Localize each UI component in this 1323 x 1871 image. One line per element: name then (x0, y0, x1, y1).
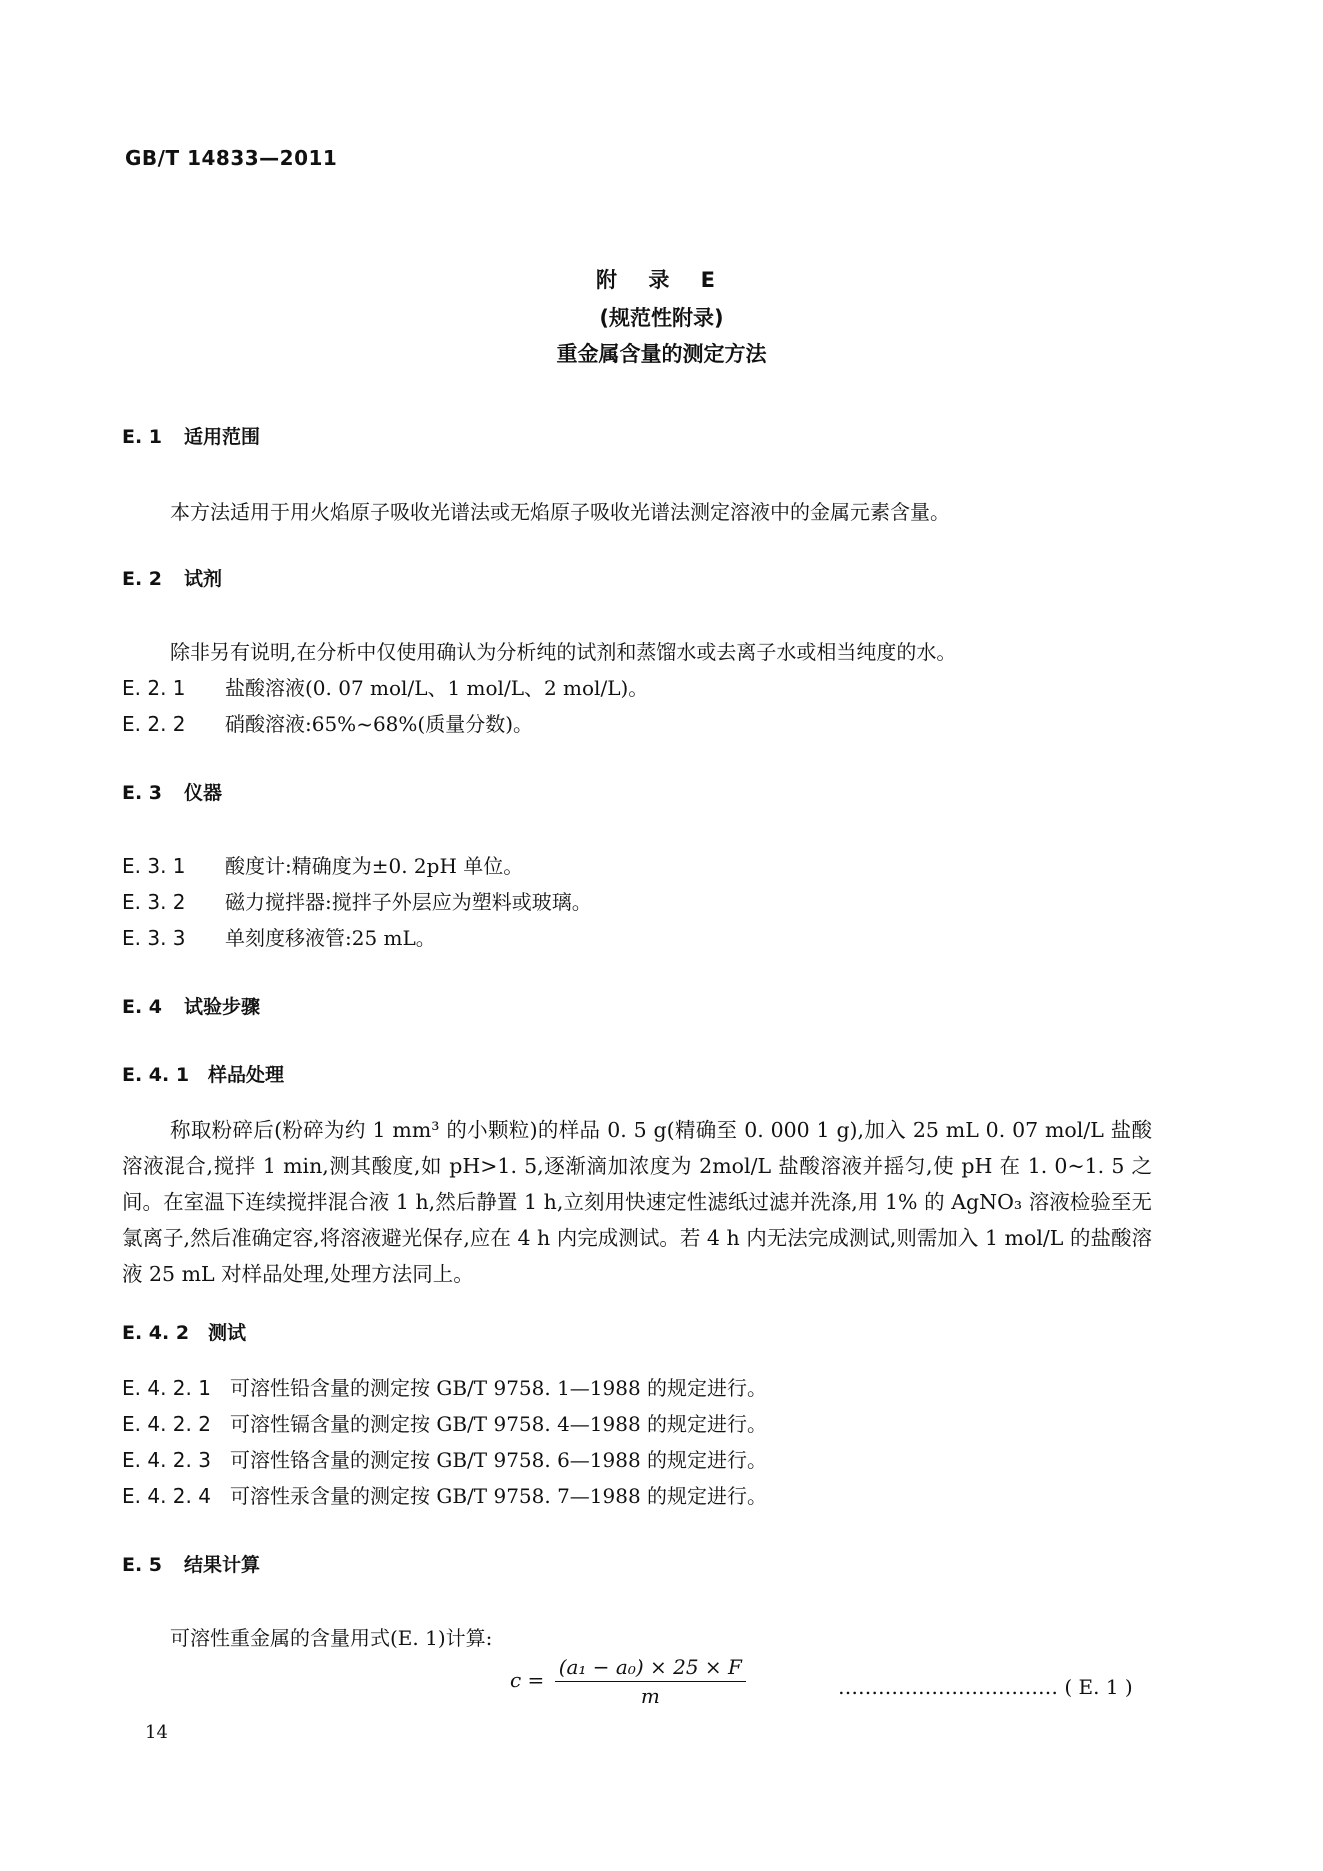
item-e4-2-4 (122, 1480, 767, 1509)
section-heading-e5 (122, 1550, 260, 1577)
item-text: 可溶性铅含量的测定按 GB/T 9758. 1—1988 的规定进行。 (230, 1376, 768, 1400)
item-number: E. 4. 2. 4 (122, 1484, 211, 1508)
section-title: 结果计算 (184, 1554, 261, 1576)
formula-lhs: c = (510, 1668, 545, 1692)
section-number: E. 3 (122, 782, 163, 804)
item-number: E. 3. 1 (122, 854, 186, 878)
item-text: 单刻度移液管:25 mL。 (225, 926, 436, 950)
item-text: 酸度计:精确度为±0. 2pH 单位。 (225, 854, 524, 878)
annex-title: 附 录 E (596, 268, 727, 292)
e4-1-paragraph: 称取粉碎后(粉碎为约 1 mm³ 的小颗粒)的样品 0. 5 g(精确至 0. 000 1 g),加入 25 mL 0. 07 mol/L 盐酸溶液混合,搅拌 1 min,测其酸度,如 pH>1. 5,逐渐滴加浓度为 2mol/L 盐酸溶液并摇匀,使 pH 在 1. 0~1. 5 之间。在室温下连续搅拌混合液 1 h,然后静置 1 h,立刻用快速定性滤纸过滤并洗涤,用 1% 的 AgNO₃ 溶液检验至无氯离子,然后准确定容,将溶液避光保存,应在 4 h 内完成测试。若 4 h 内无法完成测试,则需加入 1 mol/L 的盐酸溶液 25 mL 对样品处理,处理方法同上。 (122, 1118, 1152, 1286)
item-text: 可溶性汞含量的测定按 GB/T 9758. 7—1988 的规定进行。 (230, 1484, 768, 1508)
formula-fraction (555, 1655, 746, 1708)
section-title: 样品处理 (208, 1064, 285, 1086)
formula-e1 (510, 1655, 746, 1708)
section-title: 试剂 (184, 568, 223, 590)
annex-name: 重金属含量的测定方法 (556, 342, 767, 366)
page-number: 14 (145, 1722, 168, 1743)
item-e3-3 (122, 922, 436, 951)
e2-text: 除非另有说明,在分析中仅使用确认为分析纯的试剂和蒸馏水或去离子水或相当纯度的水。 (170, 640, 957, 664)
item-number: E. 4. 2. 1 (122, 1376, 211, 1400)
item-e2-2 (122, 708, 533, 737)
section-number: E. 1 (122, 426, 163, 448)
item-text: 可溶性镉含量的测定按 GB/T 9758. 4—1988 的规定进行。 (230, 1412, 768, 1436)
section-heading-e1 (122, 422, 260, 449)
section-heading-e3 (122, 778, 222, 805)
item-e4-2-2 (122, 1408, 767, 1437)
item-e3-2 (122, 886, 592, 915)
section-title: 试验步骤 (184, 996, 261, 1018)
subsection-heading-e4-1 (122, 1060, 284, 1087)
section-number: E. 4 (122, 996, 163, 1018)
item-number: E. 3. 2 (122, 890, 186, 914)
item-text: 盐酸溶液(0. 07 mol/L、1 mol/L、2 mol/L)。 (225, 676, 649, 700)
section-heading-e4 (122, 992, 260, 1019)
section-number: E. 2 (122, 568, 163, 590)
item-number: E. 3. 3 (122, 926, 186, 950)
item-number: E. 2. 1 (122, 676, 186, 700)
item-text: 可溶性铬含量的测定按 GB/T 9758. 6—1988 的规定进行。 (230, 1448, 768, 1472)
item-e2-1 (122, 672, 648, 701)
section-heading-e2 (122, 564, 222, 591)
equation-number: …………………………… ( E. 1 ) (838, 1675, 1133, 1699)
section-title: 测试 (208, 1322, 247, 1344)
section-number: E. 4. 1 (122, 1064, 190, 1086)
e1-text: 本方法适用于用火焰原子吸收光谱法或无焰原子吸收光谱法测定溶液中的金属元素含量。 (170, 500, 950, 524)
section-title: 适用范围 (184, 426, 261, 448)
subsection-heading-e4-2 (122, 1318, 246, 1345)
formula-numerator: (a₁ − a₀) × 25 × F (555, 1655, 746, 1682)
item-e3-1 (122, 850, 523, 879)
section-title: 仪器 (184, 782, 223, 804)
section-number: E. 5 (122, 1554, 163, 1576)
item-number: E. 4. 2. 2 (122, 1412, 211, 1436)
e5-text: 可溶性重金属的含量用式(E. 1)计算: (170, 1626, 493, 1650)
section-number: E. 4. 2 (122, 1322, 190, 1344)
standard-code: GB/T 14833—2011 (125, 146, 338, 170)
item-text: 硝酸溶液:65%~68%(质量分数)。 (225, 712, 534, 736)
formula-denominator: m (640, 1684, 660, 1708)
item-number: E. 2. 2 (122, 712, 186, 736)
item-e4-2-3 (122, 1444, 767, 1473)
annex-type: (规范性附录) (599, 306, 724, 330)
item-number: E. 4. 2. 3 (122, 1448, 211, 1472)
item-text: 磁力搅拌器:搅拌子外层应为塑料或玻璃。 (225, 890, 592, 914)
item-e4-2-1 (122, 1372, 767, 1401)
